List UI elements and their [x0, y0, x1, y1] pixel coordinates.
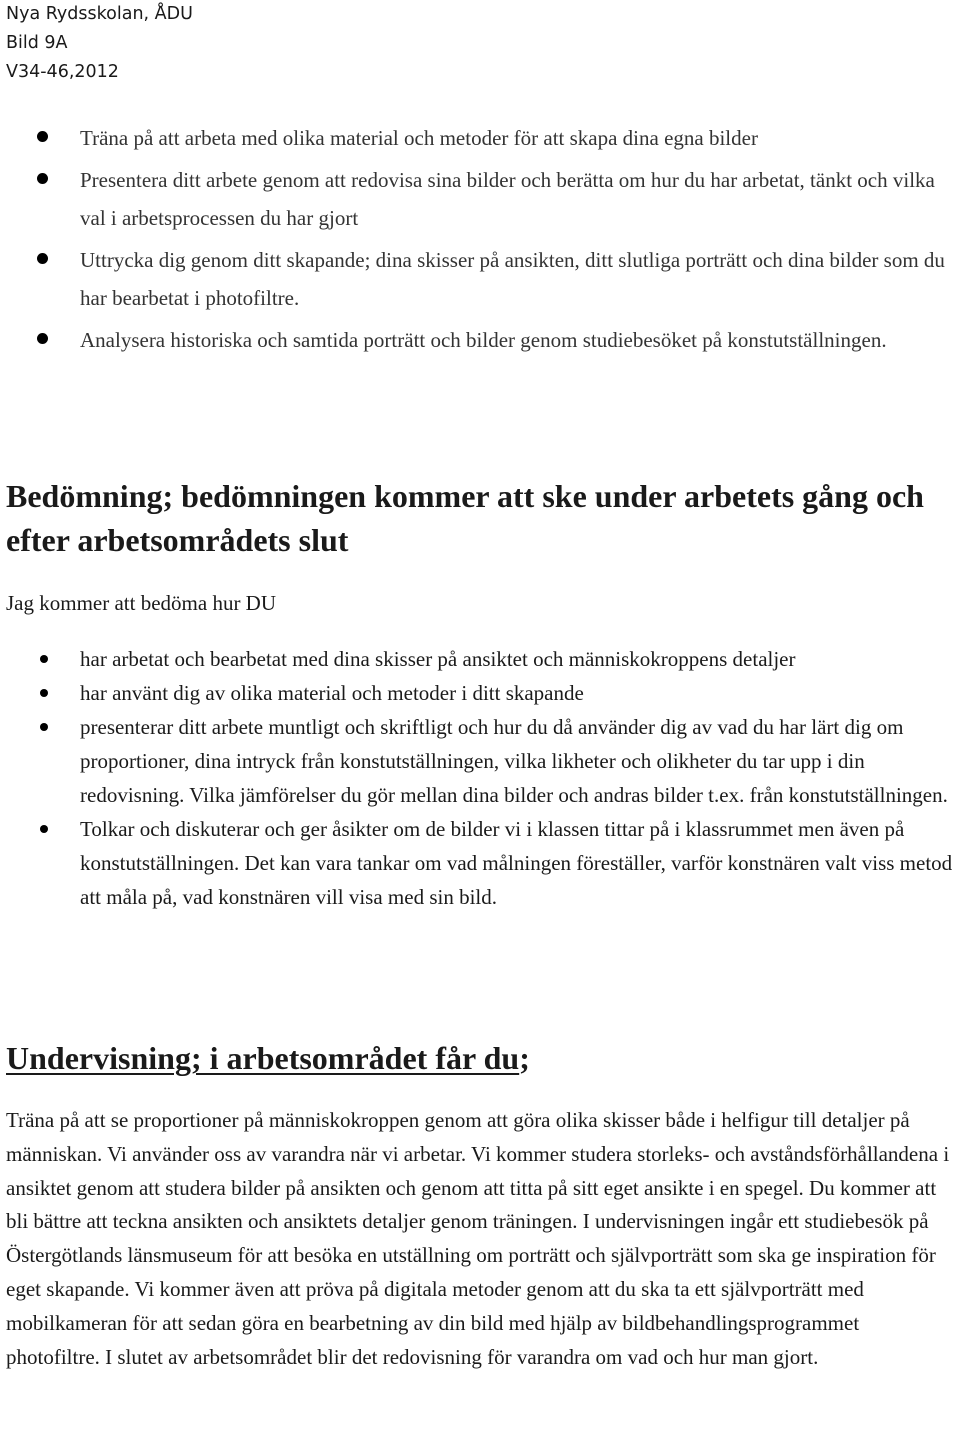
list-item — [0, 241, 960, 317]
teaching-heading-text: Undervisning; i arbetsområdet får du — [6, 1040, 520, 1076]
assessment-heading: Bedömning; bedömningen kommer att ske under arbetets gång och efter arbetsområdets slut — [6, 478, 924, 558]
bullet-icon — [40, 689, 48, 697]
bullet-icon — [40, 655, 48, 663]
goal-text: Analysera historiska och samtida porträtt och bilder genom studiebesöket på konstutställningen. — [80, 328, 887, 352]
school-name: Nya Rydsskolan, ÅDU — [6, 4, 193, 24]
bullet-icon — [37, 253, 48, 264]
list-item — [0, 321, 960, 359]
bullet-icon — [40, 723, 48, 731]
list-item — [0, 812, 960, 914]
teaching-heading-suffix: ; — [519, 1040, 530, 1076]
criteria-list — [0, 642, 960, 914]
period-label: V34-46,2012 — [6, 62, 119, 82]
subject-name: Bild 9A — [6, 33, 68, 53]
criterion-text: presenterar ditt arbete muntligt och skriftligt och hur du då använder dig av vad du har lärt dig om proportioner, dina intryck från konstutställningen, vilka likheter och olikheter du tar upp i din redovisning. Vilka jämförelser du gör mellan dina bilder och andras bilder t.ex. från konstutställningen. — [80, 715, 948, 807]
bullet-icon — [37, 333, 48, 344]
goal-text: Presentera ditt arbete genom att redovisa sina bilder och berätta om hur du har arbetat, tänkt och vilka val i arbetsprocessen du har gjort — [80, 168, 935, 230]
teaching-heading — [6, 1036, 530, 1080]
document-header — [6, 0, 193, 87]
list-item — [0, 119, 960, 157]
list-item — [0, 161, 960, 237]
bullet-icon — [40, 825, 48, 833]
assessment-intro: Jag kommer att bedöma hur DU — [6, 591, 277, 615]
list-item — [0, 676, 960, 710]
criterion-text: har använt dig av olika material och metoder i ditt skapande — [80, 681, 584, 705]
criterion-text: har arbetat och bearbetat med dina skisser på ansiktet och människokroppens detaljer — [80, 647, 796, 671]
goal-text: Uttrycka dig genom ditt skapande; dina skisser på ansikten, ditt slutliga porträtt och dina bilder som du har bearbetat i photofiltre. — [80, 248, 945, 310]
teaching-body: Träna på att se proportioner på människokroppen genom att göra olika skisser både i helfigur till detaljer på människan. Vi använder oss av varandra när vi arbetar. Vi kommer studera storleks- och avståndsförhållandena i ansiktet genom att studera bilder på ansikten och genom att titta på sitt eget ansikte i en spegel. Du kommer att bli bättre att teckna ansikten och ansiktets detaljer genom träningen. I undervisningen ingår ett studiebesök på Östergötlands länsmuseum för att besöka en utställning om porträtt och självporträtt som ska ge inspiration för eget skapande. Vi kommer även att pröva på digitala metoder genom att du ska ta ett självporträtt med mobilkameran för att sedan göra en bearbetning av din bild med hjälp av bildbehandlingsprogrammet photofiltre. I slutet av arbetsområdet blir det redovisning för varandra om vad och hur man gjort. — [6, 1108, 950, 1369]
list-item — [0, 710, 960, 812]
criterion-text: Tolkar och diskuterar och ger åsikter om de bilder vi i klassen tittar på i klassrummet men även på konstutställningen. Det kan vara tankar om vad målningen föreställer, varför konstnären valt viss metod att måla på, vad konstnären vill visa med sin bild. — [80, 817, 953, 909]
goals-list — [0, 119, 960, 363]
bullet-icon — [37, 173, 48, 184]
list-item — [0, 642, 960, 676]
bullet-icon — [37, 131, 48, 142]
goal-text: Träna på att arbeta med olika material och metoder för att skapa dina egna bilder — [80, 126, 758, 150]
